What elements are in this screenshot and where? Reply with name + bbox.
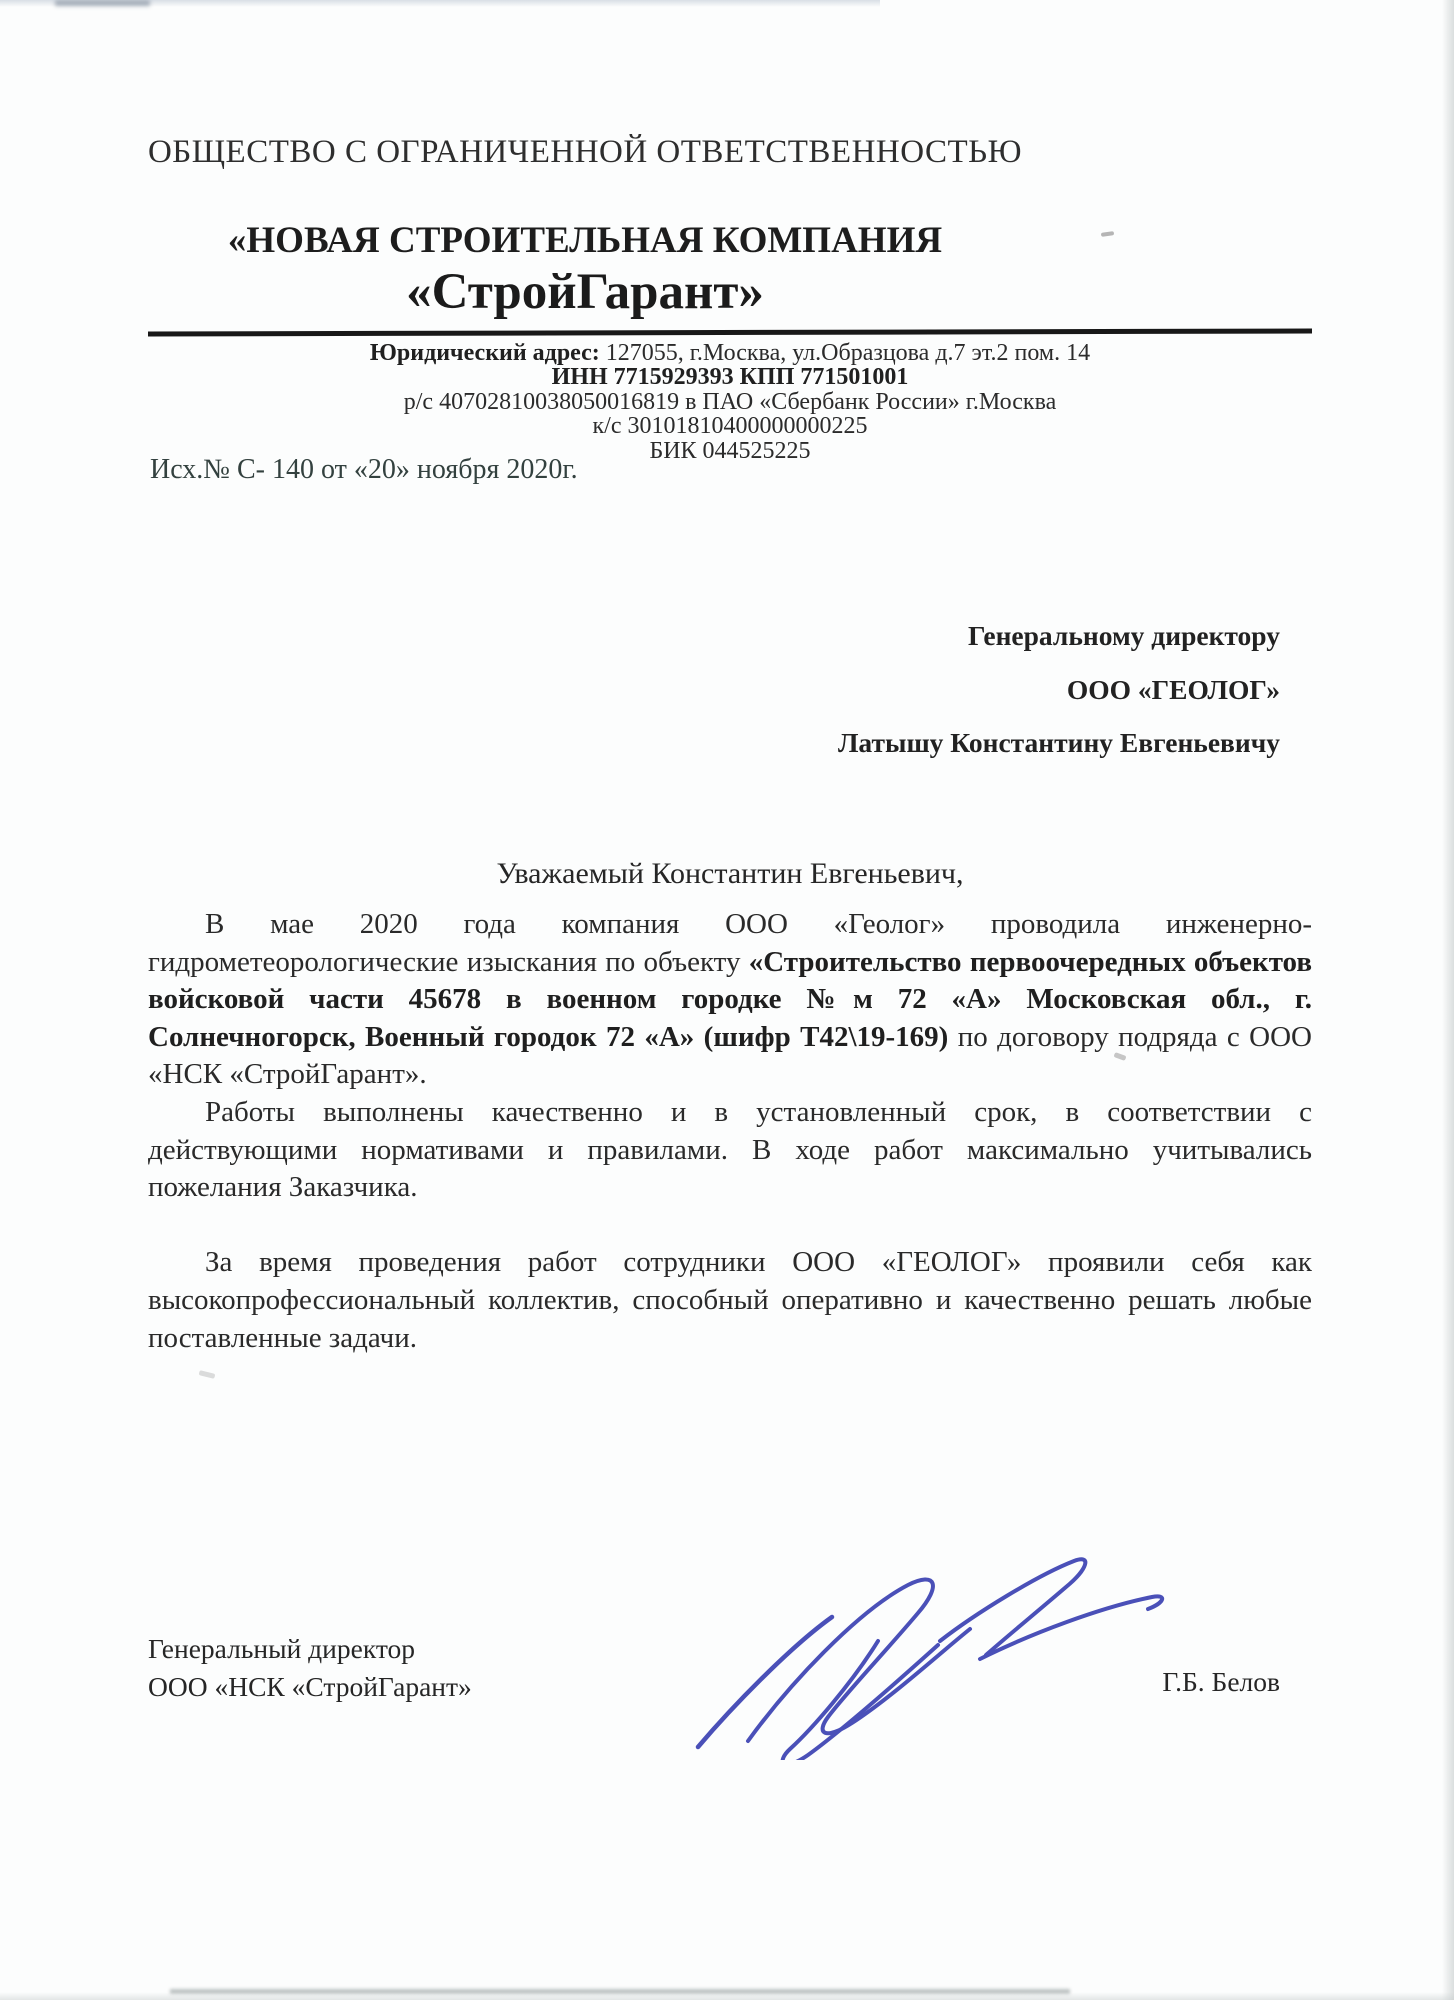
org-type-line: ОБЩЕСТВО С ОГРАНИЧЕННОЙ ОТВЕТСТВЕННОСТЬЮ: [147, 134, 1023, 170]
scan-smudge-top-left: [55, 0, 150, 6]
recipient-person: Латышу Константину Евгеньевичу: [837, 727, 1280, 758]
signer-position-line1: Генеральный директор: [148, 1633, 415, 1664]
correspondent-account-line: к/с 30101810400000000225: [592, 413, 868, 440]
bik-line: БИК 044525225: [649, 437, 811, 464]
legal-address-line: [148, 341, 1312, 365]
scan-edge-bottom-fade: [0, 1992, 1454, 2000]
recipient-block: [838, 609, 1280, 770]
scan-edge-right: [1442, 0, 1454, 2000]
signer-position-line2: ООО «НСК «СтройГарант»: [148, 1670, 472, 1702]
company-name-prefix: «НОВАЯ СТРОИТЕЛЬНАЯ КОМПАНИЯ: [227, 220, 943, 261]
signature-ink: [640, 1545, 1185, 1760]
scan-speck: [199, 1370, 216, 1379]
paragraph-1-tail: по договору подряда с ООО «НСК «СтройГарант».: [148, 1020, 1312, 1091]
paragraph-1: [148, 906, 1312, 1094]
recipient-company: ООО «ГЕОЛОГ»: [1066, 673, 1280, 705]
letterhead-requisites: [148, 341, 1312, 463]
outgoing-number-line: Исх.№ С- 140 от «20» ноября 2020г.: [150, 454, 578, 485]
letter-body: [148, 906, 1312, 1357]
inn-kpp-line: ИНН 7715929393 КПП 771501001: [551, 364, 909, 391]
recipient-position: Генеральному директору: [967, 620, 1280, 651]
settlement-account-line: р/с 40702810038050016819 в ПАО «Сбербанк России» г.Москва: [403, 388, 1057, 415]
paragraph-1-object-name: «Строительство первоочередных объектов войсковой части 45678 в военном городке №м 72 «А» Московская обл., г. Солнечногорск, Военный городок 72 «А» (шифр Т42\19-169): [148, 945, 1312, 1053]
legal-address-value: 127055, г.Москва, ул.Образцова д.7 эт.2 пом. 14: [599, 340, 1091, 366]
paragraph-3: За время проведения работ сотрудники ООО «ГЕОЛОГ» проявили себя как высокопрофессиональный коллектив, способный оперативно и качественно решать любые поставленные задачи.: [148, 1246, 1312, 1354]
paragraph-1-text: В мае 2020 года компания ООО «Геолог» проводила инженерно-гидрометеорологические изыскания по объекту: [148, 908, 1312, 978]
signer-name: Г.Б. Белов: [1162, 1666, 1280, 1697]
legal-address-label: Юридический адрес:: [369, 340, 600, 366]
paragraph-2: Работы выполнены качественно и в установленный срок, в соответствии с действующими нормативами и правилами. В ходе работ максимально учитывались пожелания Заказчика.: [148, 1095, 1312, 1204]
signer-position-block: [148, 1630, 472, 1705]
letterhead-divider-rule: [148, 328, 1312, 336]
salutation-line: Уважаемый Константин Евгеньевич,: [496, 857, 964, 890]
company-name: «СтройГарант»: [406, 264, 764, 320]
